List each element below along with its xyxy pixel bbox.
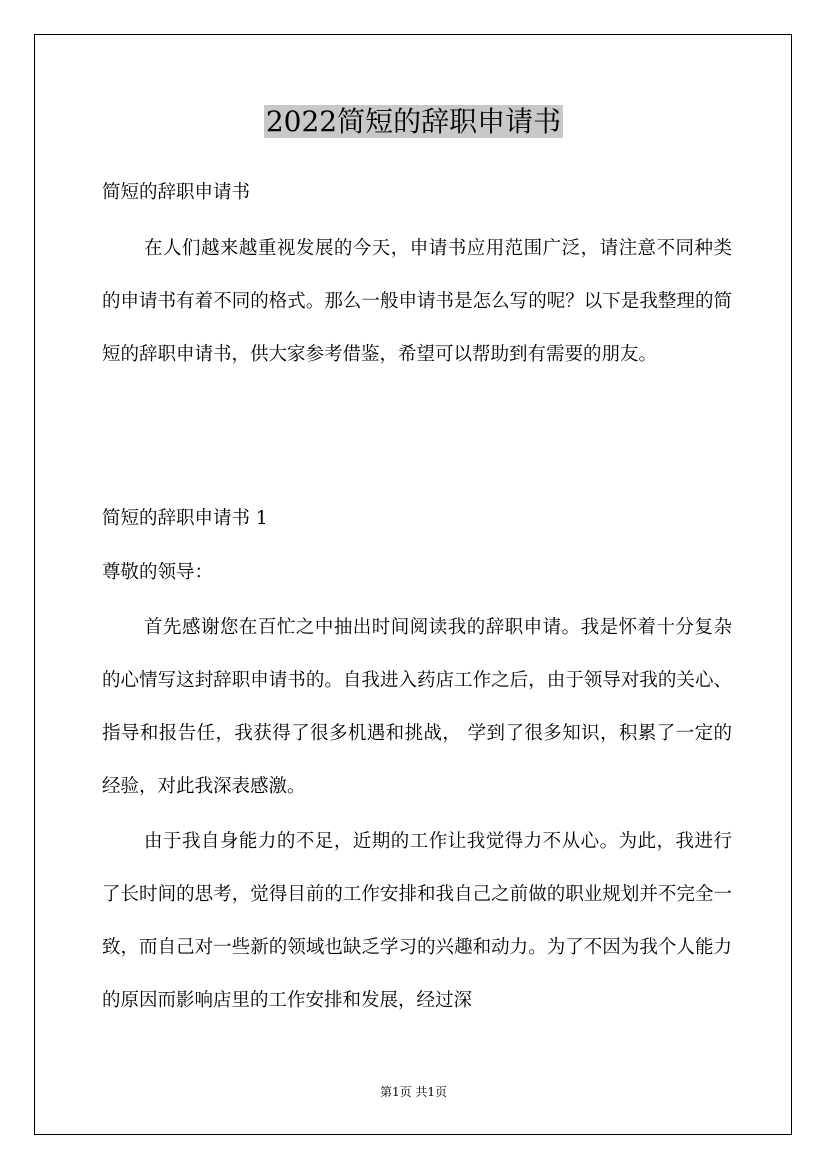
body-paragraph-2: 由于我自身能力的不足，近期的工作让我觉得力不从心。为此，我进行了长时间的思考，觉得目前的工作安排和我自己之前做的职业规划并不完全一致，而自己对一些新的领域也缺乏学习的兴趣和动力。为了不因为我个人能力的原因而影响店里的工作安排和发展，经过深 xyxy=(102,831,732,1011)
document-subtitle: 简短的辞职申请书 xyxy=(102,182,251,203)
section-heading: 简短的辞职申请书 1 xyxy=(102,508,268,529)
document-title xyxy=(0,100,827,144)
page-footer: 第1页 共1页 xyxy=(379,1085,448,1099)
salutation: 尊敬的领导： xyxy=(102,562,214,583)
intro-paragraph: 在人们越来越重视发展的今天，申请书应用范围广泛，请注意不同种类的申请书有着不同的格式。那么一般申请书是怎么写的呢？以下是我整理的简短的辞职申请书，供大家参考借鉴，希望可以帮助到有需要的朋友。 xyxy=(102,238,732,365)
body-paragraph-1: 首先感谢您在百忙之中抽出时间阅读我的辞职申请。我是怀着十分复杂的心情写这封辞职申请书的。自我进入药店工作之后，由于领导对我的关心、指导和报告任，我获得了很多机遇和挑战， 学到了很多知识，积累了一定的经验，对此我深表感激。 xyxy=(102,617,732,797)
document-title-text: 2022简短的辞职申请书 xyxy=(265,105,562,138)
